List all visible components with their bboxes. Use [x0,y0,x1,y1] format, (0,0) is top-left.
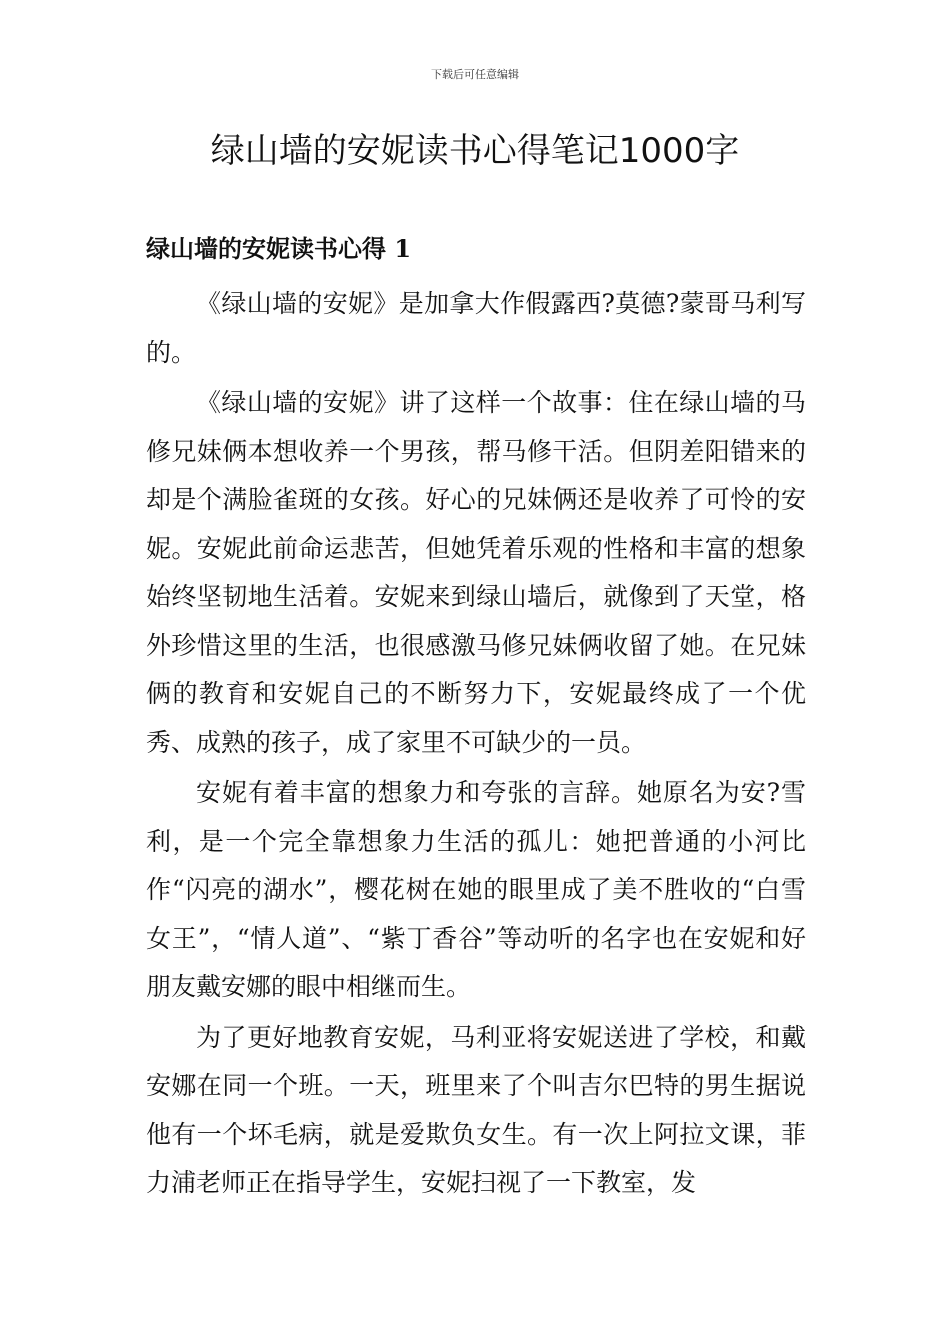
section-heading: 绿山墙的安妮读书心得 1 [146,234,412,263]
document-body [146,280,806,1210]
body-paragraph: 安妮有着丰富的想象力和夸张的言辞。她原名为安?雪利，是一个完全靠想象力生活的孤儿：她把普通的小河比作“闪亮的湖水”，樱花树在她的眼里成了美不胜收的“白雪女王”，“情人道”、“紫丁香谷”等动听的名字也在安妮和好朋友戴安娜的眼中相继而生。 [146,778,806,1001]
body-paragraph: 《绿山墙的安妮》是加拿大作假露西?莫德?蒙哥马利写的。 [146,289,806,367]
body-paragraph: 《绿山墙的安妮》讲了这样一个故事：住在绿山墙的马修兄妹俩本想收养一个男孩，帮马修干活。但阴差阳错来的却是个满脸雀斑的女孩。好心的兄妹俩还是收养了可怜的安妮。安妮此前命运悲苦，但她凭着乐观的性格和丰富的想象始终坚韧地生活着。安妮来到绿山墙后，就像到了天堂，格外珍惜这里的生活，也很感激马修兄妹俩收留了她。在兄妹俩的教育和安妮自己的不断努力下，安妮最终成了一个优秀、成熟的孩子，成了家里不可缺少的一员。 [146,388,806,757]
page-header-note: 下载后可任意编辑 [431,68,519,81]
body-paragraph: 为了更好地教育安妮，马利亚将安妮送进了学校，和戴安娜在同一个班。一天，班里来了个叫吉尔巴特的男生据说他有一个坏毛病，就是爱欺负女生。有一次上阿拉文课，菲力浦老师正在指导学生，安妮扫视了一下教室，发 [146,1022,806,1197]
document-title: 绿山墙的安妮读书心得笔记1000字 [210,131,740,171]
